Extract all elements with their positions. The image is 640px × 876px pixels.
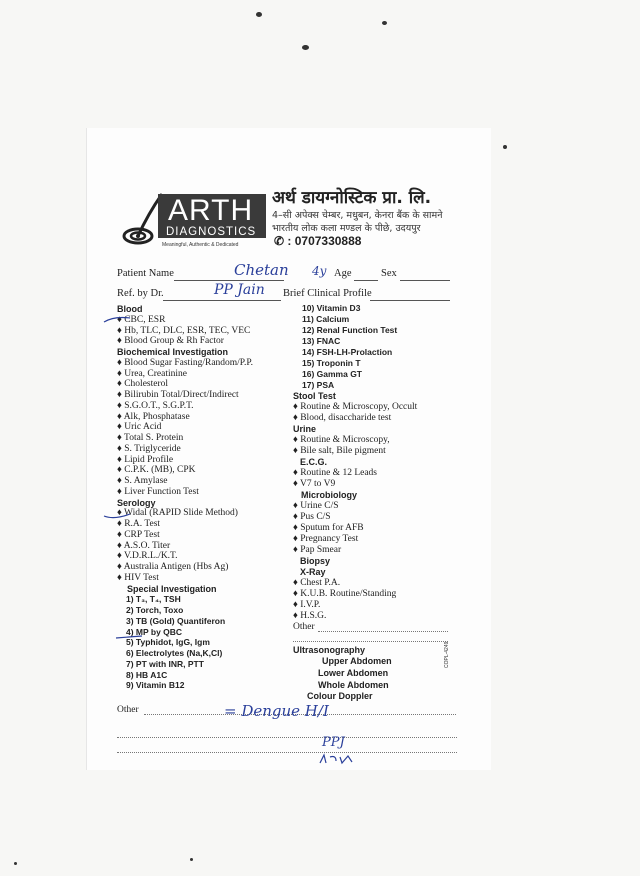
handwritten-age: 4y bbox=[312, 264, 327, 278]
numbered-test-item: 4) MP by QBC bbox=[126, 626, 183, 637]
other-right-line-2 bbox=[293, 641, 448, 642]
tick-mark-icon bbox=[102, 510, 132, 522]
sex-label: Sex bbox=[381, 268, 397, 279]
test-item: ♦ Urea, Creatinine bbox=[117, 368, 187, 379]
numbered-test-item: 7) PT with INR, PTT bbox=[126, 658, 204, 669]
test-item: ♦ Australia Antigen (Hbs Ag) bbox=[117, 562, 229, 572]
test-item: ♦ Blood Group & Rh Factor bbox=[117, 336, 224, 347]
subsection-heading: X-Ray bbox=[300, 567, 326, 577]
logo-tagline: Meaningful, Authentic & Dedicated bbox=[162, 242, 239, 248]
test-item: ♦ Routine & Microscopy, bbox=[293, 435, 390, 445]
test-item: ♦ R.A. Test bbox=[117, 519, 161, 529]
other-right-label: Other bbox=[293, 622, 315, 632]
test-item: ♦ S. Triglyceride bbox=[117, 443, 181, 454]
lab-address-line2: भारतीय लोक कला मण्डल के पीछे, उदयपुर bbox=[272, 223, 421, 234]
arth-logo bbox=[118, 190, 268, 252]
numbered-test-item: 11) Calcium bbox=[302, 314, 350, 324]
test-item: ♦ Liver Function Test bbox=[117, 486, 199, 497]
numbered-test-item: 13) FNAC bbox=[302, 336, 341, 346]
other-right-line bbox=[318, 631, 448, 632]
numbered-test-item: 2) Torch, Toxo bbox=[126, 605, 184, 615]
test-item: ♦ Alk, Phosphatase bbox=[117, 411, 190, 422]
subsection-heading: Microbiology bbox=[301, 490, 357, 500]
numbered-test-item: 14) FSH-LH-Prolaction bbox=[302, 347, 393, 357]
test-item: ♦ V7 to V9 bbox=[293, 479, 336, 489]
numbered-test-item: 1) T₃, T₄, TSH bbox=[126, 594, 181, 605]
scan-speck bbox=[503, 145, 507, 149]
other-line-2 bbox=[117, 737, 457, 738]
numbered-test-item: 5) Typhidot, IgG, Igm bbox=[126, 637, 210, 648]
numbered-test-item: 17) PSA bbox=[302, 380, 335, 390]
other-label: Other bbox=[117, 705, 139, 715]
test-item: ♦ Uric Acid bbox=[117, 422, 162, 433]
other-line-3 bbox=[117, 752, 457, 753]
scan-speck bbox=[382, 21, 387, 25]
ref-doctor-label: Ref. by Dr. bbox=[117, 288, 164, 299]
test-item: ♦ CBC, ESR bbox=[117, 314, 166, 325]
ultrasound-item: Lower Abdomen bbox=[318, 668, 389, 678]
test-item: ♦ Pus C/S bbox=[293, 512, 331, 522]
ref-doctor-line bbox=[163, 300, 281, 301]
clinical-profile-label: Brief Clinical Profile bbox=[283, 288, 372, 299]
section-heading: Biochemical Investigation bbox=[117, 347, 229, 357]
test-item: ♦ H.S.G. bbox=[293, 611, 327, 621]
scan-speck bbox=[190, 858, 193, 861]
patient-name-line bbox=[174, 280, 284, 281]
test-item: ♦ Sputum for AFB bbox=[293, 523, 364, 533]
handwritten-ref-doctor: PP Jain bbox=[214, 282, 265, 298]
test-item: ♦ Blood, disaccharide test bbox=[293, 413, 392, 423]
test-item: ♦ Widal (RAPID Slide Method) bbox=[117, 508, 238, 519]
lab-phone-number: 0707330888 bbox=[294, 234, 362, 248]
numbered-test-item: 12) Renal Function Test bbox=[302, 325, 398, 335]
ultrasound-item: Whole Abdomen bbox=[318, 680, 389, 690]
numbered-test-item: 10) Vitamin D3 bbox=[302, 303, 361, 313]
numbered-test-item: 3) TB (Gold) Quantiferon bbox=[126, 615, 226, 626]
numbered-test-item: 15) Troponin T bbox=[302, 358, 361, 368]
test-item: ♦ HIV Test bbox=[117, 572, 159, 583]
scan-speck bbox=[256, 12, 262, 17]
subsection-heading: E.C.G. bbox=[300, 457, 328, 467]
test-item: ♦ Pap Smear bbox=[293, 545, 342, 555]
test-item: ♦ Blood Sugar Fasting/Random/P.P. bbox=[117, 357, 254, 368]
patient-name-label: Patient Name bbox=[117, 268, 174, 279]
sex-line bbox=[400, 280, 450, 281]
handwritten-other-note: = Dengue H/I bbox=[224, 702, 329, 720]
test-item: ♦ C.P.K. (MB), CPK bbox=[117, 465, 196, 476]
ultrasound-item: Colour Doppler bbox=[307, 691, 373, 701]
logo-arth-text: ARTH bbox=[168, 194, 254, 227]
test-item: ♦ Pregnancy Test bbox=[293, 534, 359, 544]
age-label: Age bbox=[334, 268, 352, 279]
section-heading: Serology bbox=[117, 497, 156, 508]
test-item: ♦ V.D.R.L./K.T. bbox=[117, 551, 178, 562]
scan-speck bbox=[302, 45, 309, 50]
numbered-test-item: 16) Gamma GT bbox=[302, 369, 362, 379]
test-item: ♦ Routine & 12 Leads bbox=[293, 468, 378, 478]
handwritten-signature: PPJ bbox=[322, 735, 345, 750]
numbered-test-item: 6) Electrolytes (Na,K,Cl) bbox=[126, 648, 223, 658]
test-item: ♦ Chest P.A. bbox=[293, 578, 341, 588]
lab-name-hindi: अर्थ डायग्नोस्टिक प्रा. लि. bbox=[272, 188, 432, 208]
scan-speck bbox=[14, 862, 17, 865]
test-item: ♦ CRP Test bbox=[117, 529, 160, 540]
signature-scribble bbox=[318, 753, 358, 767]
numbered-test-item: 9) Vitamin B12 bbox=[126, 680, 185, 691]
lab-phone bbox=[274, 234, 361, 248]
handwritten-patient-name: Chetan bbox=[234, 261, 289, 279]
section-heading: Urine bbox=[293, 424, 317, 434]
test-item: ♦ Bilirubin Total/Direct/Indirect bbox=[117, 390, 239, 400]
section-heading: Stool Test bbox=[293, 391, 336, 401]
logo-diagnostics-text: DIAGNOSTICS bbox=[166, 226, 257, 238]
subsection-heading: Biopsy bbox=[300, 556, 331, 566]
test-item: ♦ A.S.O. Titer bbox=[117, 540, 171, 551]
section-heading: Blood bbox=[117, 304, 143, 314]
form-code: COPL-4249 bbox=[444, 641, 450, 668]
test-item: ♦ Cholesterol bbox=[117, 379, 169, 390]
test-item: ♦ K.U.B. Routine/Standing bbox=[293, 589, 397, 599]
test-item: ♦ Bile salt, Bile pigment bbox=[293, 446, 386, 456]
test-item: ♦ Urine C/S bbox=[293, 501, 339, 511]
ultrasonography-title: Ultrasonography bbox=[293, 645, 366, 655]
clinical-profile-line bbox=[370, 300, 450, 301]
tick-mark-icon bbox=[114, 632, 144, 644]
numbered-test-item: 8) HB A1C bbox=[126, 669, 168, 680]
test-item: ♦ Hb, TLC, DLC, ESR, TEC, VEC bbox=[117, 325, 251, 336]
age-line bbox=[354, 280, 378, 281]
lab-address-line1: 4–सी अपेक्स चेम्बर, मधुबन, केनरा बैंक के सामने bbox=[272, 210, 443, 221]
ultrasound-item: Upper Abdomen bbox=[322, 656, 392, 666]
phone-icon: ✆ : bbox=[274, 234, 295, 248]
test-item: ♦ Total S. Protein bbox=[117, 433, 184, 443]
tick-mark-icon bbox=[102, 314, 132, 326]
test-item: ♦ Lipid Profile bbox=[117, 454, 174, 465]
subsection-heading: Special Investigation bbox=[127, 583, 217, 594]
test-item: ♦ S. Amylase bbox=[117, 476, 168, 486]
test-item: ♦ Routine & Microscopy, Occult bbox=[293, 402, 418, 412]
test-item: ♦ I.V.P. bbox=[293, 600, 321, 610]
test-item: ♦ S.G.O.T., S.G.P.T. bbox=[117, 400, 194, 411]
